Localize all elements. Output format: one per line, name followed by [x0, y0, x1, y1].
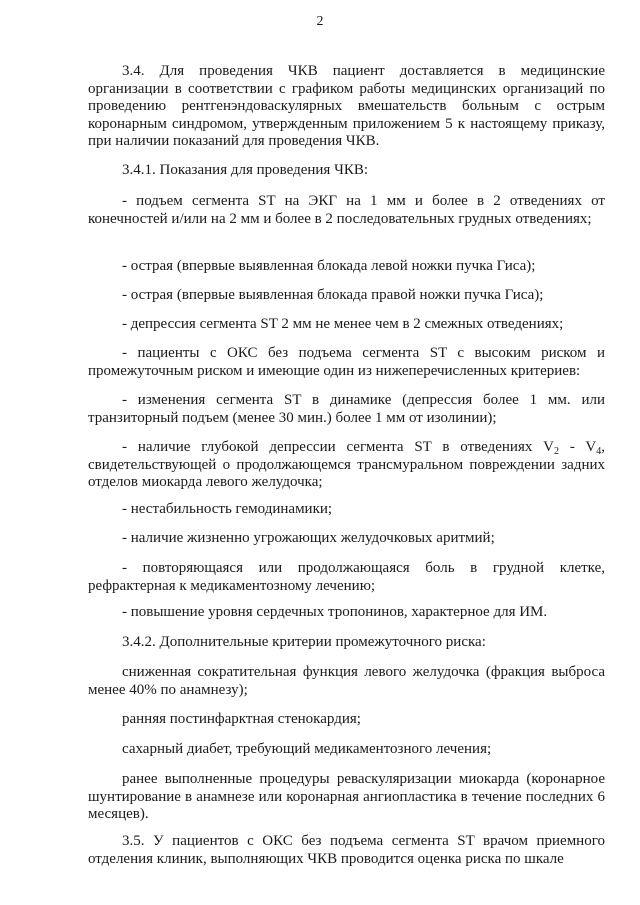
lead-subscript-4: 4 [596, 446, 602, 457]
indication-acute-left-block: - острая (впервые выявленная блокада левой ножки пучка Гиса); [122, 258, 536, 274]
page-number: 2 [316, 14, 324, 29]
lead-subscript-2: 2 [554, 446, 560, 457]
risk-angina: ранняя постинфарктная стенокардия; [122, 711, 361, 727]
deep-depression-text-c: , свидетельствующей о продолжающемся трансмуральном повреждении задних отделов миокарда левого желудочка; [88, 439, 606, 490]
indication-st-depression: - депрессия сегмента ST 2 мм не менее чем в 2 смежных отведениях; [122, 316, 564, 332]
risk-diabetes: сахарный диабет, требующий медикаментозного лечения; [122, 741, 492, 757]
criterion-hemodynamics: - нестабильность гемодинамики; [122, 501, 333, 517]
criterion-st-dynamics: - изменения сегмента ST в динамике (депрессия более 1 мм. или транзиторный подъем (менее 30 мин.) более 1 мм от изолинии); [88, 392, 605, 426]
indication-oks-without-st: - пациенты с ОКС без подъема сегмента ST с высоким риском и промежуточным риском и имеющие один из нижеперечисленных критериев: [88, 345, 605, 379]
paragraph-3-4: 3.4. Для проведения ЧКВ пациент доставляется в медицинские организации в соответствии с графиком работы медицинских организаций по проведению рентгенэндоваскулярных вмешательств больным с острым коронарным синдромом, утвержденным приложением 5 к настоящему приказу, при наличии показаний для проведения ЧКВ. [88, 63, 605, 149]
paragraph-3-4-2: 3.4.2. Дополнительные критерии промежуточного риска: [122, 634, 486, 650]
deep-depression-text-a: - наличие глубокой депрессии сегмента ST в отведениях V [122, 439, 555, 455]
criterion-chest-pain: - повторяющаяся или продолжающаяся боль в грудной клетке, рефрактерная к медикаментозному лечению; [88, 560, 605, 594]
paragraph-3-4-1: 3.4.1. Показания для проведения ЧКВ: [122, 162, 369, 178]
criterion-deep-depression [88, 439, 605, 492]
criterion-arrhythmia: - наличие жизненно угрожающих желудочковых аритмий; [122, 530, 495, 546]
criterion-troponin: - повышение уровня сердечных тропонинов, характерное для ИМ. [122, 604, 548, 620]
risk-revascularization: ранее выполненные процедуры реваскуляризации миокарда (коронарное шунтирование в анамнезе или коронарная ангиопластика в течение последних 6 месяцев). [88, 771, 605, 822]
indication-acute-right-block: - острая (впервые выявленная блокада правой ножки пучка Гиса); [122, 287, 544, 303]
risk-lv-function: сниженная сократительная функция левого желудочка (фракция выброса менее 40% по анамнезу); [88, 664, 605, 698]
indication-st-rise: - подъем сегмента ST на ЭКГ на 1 мм и более в 2 отведениях от конечностей и/или на 2 мм и более в 2 последовательных грудных отведениях; [88, 193, 605, 227]
deep-depression-text-b: - V [559, 439, 597, 455]
paragraph-3-5: 3.5. У пациентов с ОКС без подъема сегмента ST врачом приемного отделения клиник, выполняющих ЧКВ проводится оценка риска по шкале [88, 833, 605, 867]
